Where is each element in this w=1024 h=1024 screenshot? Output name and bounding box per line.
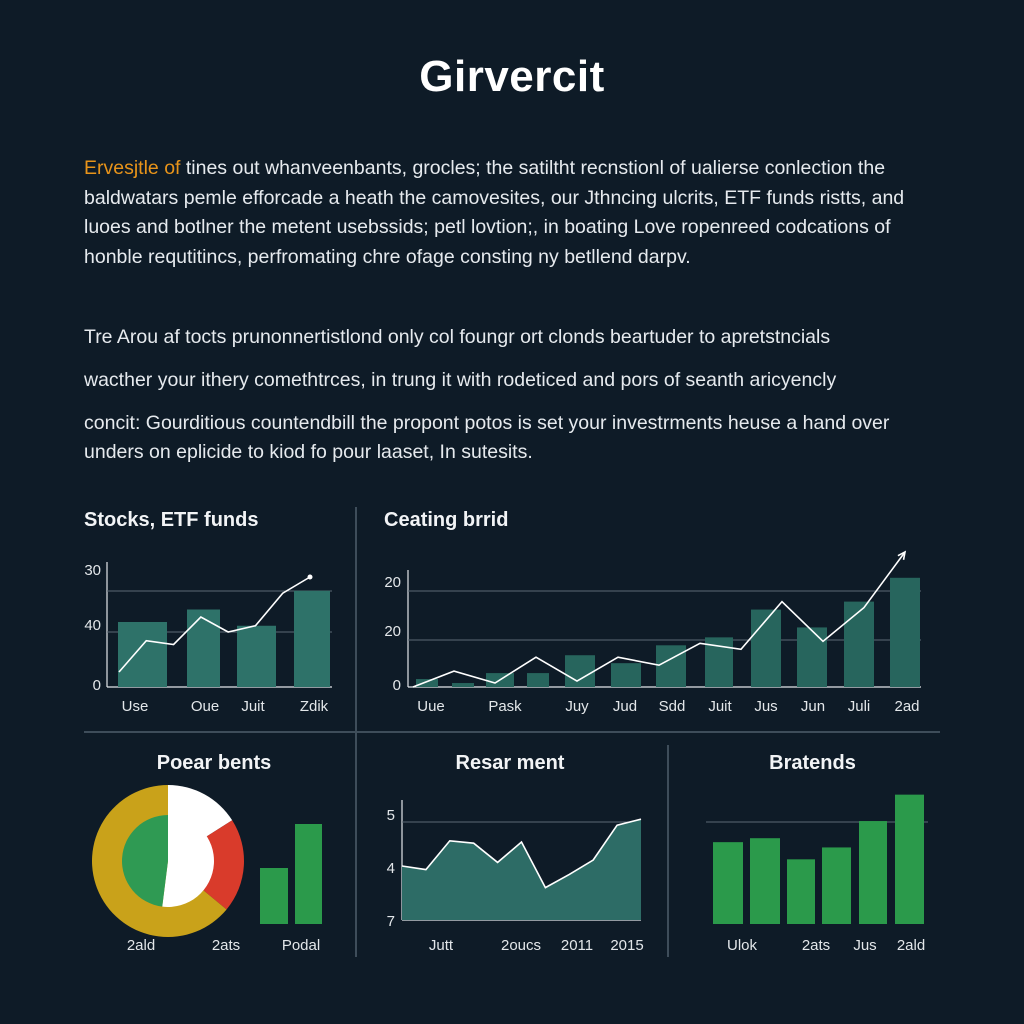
bratends-bar (859, 821, 887, 924)
ceating-bar (452, 683, 474, 687)
bratends-x-tick-label: 2ats (801, 937, 831, 954)
poar-bar (260, 868, 288, 924)
stocks-bar (118, 622, 167, 687)
resar-x-tick-label: Jutt (428, 937, 454, 954)
bratends-bar (822, 847, 851, 924)
ceating-y-tick-label: 20 (384, 623, 401, 640)
page-title: Girvercit (419, 52, 605, 101)
ceating-x-tick-label: Juit (708, 698, 732, 715)
bratends-bar (713, 842, 743, 924)
ceating-bar (890, 578, 920, 687)
poar-x-tick-label: 2ald (126, 937, 156, 954)
ceating-x-tick-label: 2ad (894, 698, 920, 715)
bratends-x-tick-label: 2ald (896, 937, 926, 954)
ceating-bar (565, 655, 595, 687)
ceating-x-tick-label: Jun (800, 698, 826, 715)
ceating-x-tick-label: Jud (612, 698, 638, 715)
stocks-trend-endpoint (308, 575, 313, 580)
chart-title-bratends: Bratends (769, 752, 856, 774)
chart-title-stocks: Stocks, ETF funds (84, 509, 259, 531)
ceating-x-tick-label: Uue (417, 698, 445, 715)
stocks-x-tick-label: Juit (241, 698, 265, 715)
resar-x-tick-label: 2oucs (500, 937, 542, 954)
intro-accent-text: Ervesjtle of (84, 157, 181, 179)
ceating-bar (611, 663, 641, 687)
bratends-bar (787, 859, 815, 924)
stocks-x-tick-label: Zdik (299, 698, 329, 715)
resar-x-tick-label: 2015 (610, 937, 644, 954)
ceating-bar (527, 673, 549, 687)
ceating-bar (797, 627, 827, 687)
bratends-x-tick-label: Jus (853, 937, 877, 954)
poar-x-tick-label: 2ats (211, 937, 241, 954)
resar-area (402, 819, 641, 920)
resar-x-tick-label: 2011 (560, 937, 594, 954)
ceating-x-tick-label: Sdd (658, 698, 686, 715)
intro-paragraph-2-line-2: wacther your ithery comethtrces, in trung it with rodeticed and pors of seanth aricyencly (84, 369, 837, 391)
ceating-bar (844, 602, 874, 687)
stocks-y-tick-label: 40 (84, 617, 101, 634)
ceating-y-tick-label: 20 (384, 574, 401, 591)
resar-y-tick-label: 5 (386, 807, 395, 824)
bratends-bar (895, 795, 924, 924)
chart-title-ceating: Ceating brrid (384, 509, 509, 531)
resar-y-tick-label: 7 (386, 913, 395, 930)
poar-bar (295, 824, 322, 924)
ceating-x-tick-label: Juli (847, 698, 871, 715)
resar-y-tick-label: 4 (386, 860, 395, 877)
ceating-bar (656, 645, 686, 687)
intro-paragraph-3: concit: Gourditious countendbill the propont potos is set your investrments heuse a hand over unders on eplicide to kiod fo pour laaset, In sutesits. (84, 412, 890, 463)
bratends-x-tick-label: Ulok (726, 937, 758, 954)
stocks-x-tick-label: Oue (190, 698, 220, 715)
chart-title-resar: Resar ment (455, 752, 565, 774)
intro-paragraph-1-text: tines out whanveenbants, grocles; the satiltht recnstionl of ualierse conlection the baldwatars pemle efforcade a heath the camovesites, our Jthncing ulcrits, ETF funds ristts, and luoes and botlner the metent usebssids; petl lovtion;, in boating Love ropenreed codcations of honble requtitincs, perfromating chre ofage consting ny betllend darpv. (84, 157, 905, 268)
ceating-bar (416, 679, 438, 687)
stocks-x-tick-label: Use (121, 698, 149, 715)
stocks-y-tick-label: 30 (84, 562, 101, 579)
ceating-x-tick-label: Jus (754, 698, 778, 715)
ceating-y-tick-label: 0 (392, 677, 401, 694)
stocks-bar (237, 626, 276, 687)
bratends-bar (750, 838, 780, 924)
stocks-y-tick-label: 0 (92, 677, 101, 694)
poar-x-tick-label: Podal (281, 937, 321, 954)
ceating-x-tick-label: Juy (565, 698, 589, 715)
stocks-bar (187, 610, 220, 688)
chart-title-poar: Poear bents (156, 752, 272, 774)
ceating-x-tick-label: Pask (488, 698, 522, 715)
stocks-bar (294, 591, 330, 687)
intro-paragraph-2-line-1: Tre Arou af tocts prunonnertistlond only col foungr ort clonds beartuder to apretstncials (84, 326, 831, 348)
